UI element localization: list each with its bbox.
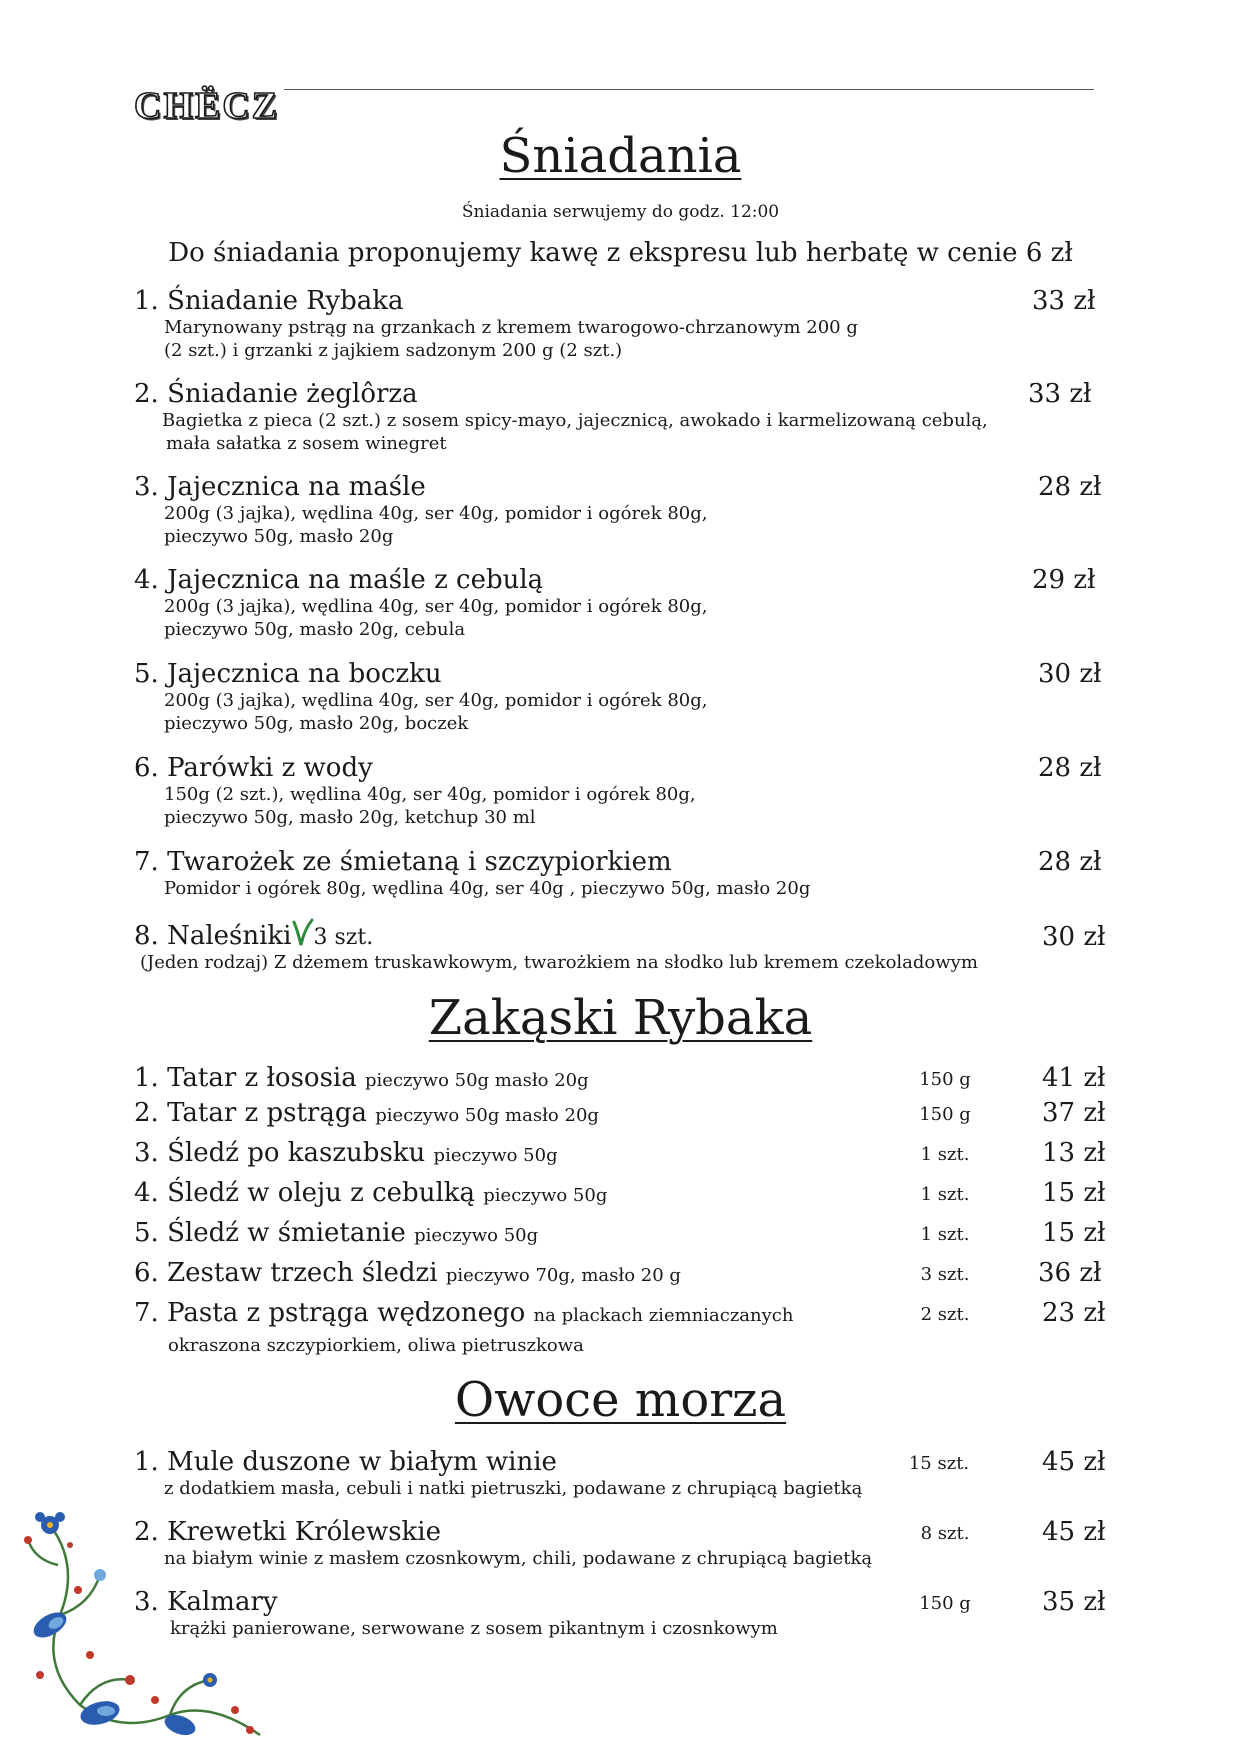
item-qty: 1 szt.: [920, 1184, 970, 1205]
item-desc: pieczywo 50g, masło 20g, ketchup 30 ml: [164, 807, 536, 828]
item-qty: 8 szt.: [920, 1523, 970, 1544]
item-desc: 150g (2 szt.), wędlina 40g, ser 40g, pomidor i ogórek 80g,: [164, 784, 696, 805]
item-desc: 200g (3 jajka), wędlina 40g, ser 40g, pomidor i ogórek 80g,: [164, 503, 708, 524]
vegetarian-leaf-icon: [292, 918, 314, 948]
breakfast-coffee-note: Do śniadania proponujemy kawę z ekspresu lub herbatę w cenie 6 zł: [168, 238, 1073, 268]
item-name: 7. Pasta z pstrąga wędzonego: [134, 1298, 526, 1328]
menu-item: [134, 379, 1114, 455]
item-desc: Bagietka z pieca (2 szt.) z sosem spicy-mayo, jajecznicą, awokado i karmelizowaną cebulą,: [162, 410, 988, 431]
section-title-seafood: Owoce morza: [454, 1372, 787, 1428]
item-name: 2. Krewetki Królewskie: [134, 1517, 441, 1547]
item-desc: Marynowany pstrąg na grzankach z kremem twarogowo-chrzanowym 200 g: [164, 317, 858, 338]
item-price: 37 zł: [1042, 1098, 1106, 1128]
item-desc: krążki panierowane, serwowane z sosem pikantnym i czosnkowym: [170, 1618, 778, 1639]
menu-item: [134, 847, 1114, 900]
logo: CHËCZ: [134, 85, 280, 127]
section-title-starters: Zakąski Rybaka: [428, 990, 813, 1046]
item-name: 3. Kalmary: [134, 1587, 278, 1617]
menu-item: [134, 1298, 1114, 1357]
item-qty: 150 g: [919, 1593, 971, 1614]
item-sub: pieczywo 50g masło 20g: [365, 1070, 589, 1091]
item-price: 28 zł: [1038, 847, 1102, 877]
menu-item: [134, 659, 1114, 735]
menu-item: [134, 1138, 1114, 1168]
menu-item: [134, 1063, 1114, 1093]
menu-item: [134, 1098, 1114, 1128]
menu-item: [134, 1258, 1114, 1288]
item-name: 2. Tatar z pstrąga: [134, 1098, 368, 1128]
item-price: 13 zł: [1042, 1138, 1106, 1168]
item-price: 28 zł: [1038, 472, 1102, 502]
item-desc: pieczywo 50g, masło 20g, boczek: [164, 713, 469, 734]
item-price: 45 zł: [1042, 1517, 1106, 1547]
section-title-breakfast: Śniadania: [499, 128, 742, 184]
item-qty: 3 szt.: [920, 1264, 970, 1285]
item-price: 30 zł: [1038, 659, 1102, 689]
item-price: 33 zł: [1032, 286, 1096, 316]
item-price: 33 zł: [1028, 379, 1092, 409]
item-name: 7. Twarożek ze śmietaną i szczypiorkiem: [134, 847, 672, 877]
item-sub: pieczywo 50g masło 20g: [375, 1105, 599, 1126]
menu-item: [134, 1218, 1114, 1248]
menu-item: [134, 472, 1114, 548]
item-qty: 2 szt.: [920, 1304, 970, 1325]
item-name: 2. Śniadanie żeglôrza: [134, 379, 418, 409]
item-price: 15 zł: [1042, 1178, 1106, 1208]
menu-item: [134, 753, 1114, 829]
item-qty: 150 g: [919, 1069, 971, 1090]
item-name: 5. Śledź w śmietanie: [134, 1218, 406, 1248]
item-sub: pieczywo 70g, masło 20 g: [445, 1265, 681, 1286]
item-desc: 200g (3 jajka), wędlina 40g, ser 40g, pomidor i ogórek 80g,: [164, 690, 708, 711]
item-sub: pieczywo 50g: [433, 1145, 558, 1166]
item-desc: mała sałatka z sosem winegret: [166, 433, 447, 454]
item-desc: okraszona szczypiorkiem, oliwa pietruszkowa: [168, 1335, 584, 1356]
item-desc: pieczywo 50g, masło 20g: [164, 526, 394, 547]
item-price: 29 zł: [1032, 565, 1096, 595]
item-name: 4. Śledź w oleju z cebulką: [134, 1178, 476, 1208]
item-price: 35 zł: [1042, 1587, 1106, 1617]
menu-item: [134, 1517, 1114, 1570]
menu-item: [134, 918, 1114, 974]
menu-item: [134, 286, 1114, 362]
item-price: 30 zł: [1042, 922, 1106, 952]
item-name: 3. Jajecznica na maśle: [134, 472, 426, 502]
floral-ornament-icon: [20, 1505, 280, 1745]
item-desc: Pomidor i ogórek 80g, wędlina 40g, ser 40g , pieczywo 50g, masło 20g: [164, 878, 811, 899]
item-qty: 150 g: [919, 1104, 971, 1125]
item-desc: pieczywo 50g, masło 20g, cebula: [164, 619, 466, 640]
menu-item: [134, 1178, 1114, 1208]
item-name: 1. Mule duszone w białym winie: [134, 1447, 557, 1477]
header-rule: [284, 89, 1094, 90]
item-name: 8. Naleśniki: [134, 921, 292, 951]
item-qty: 3 szt.: [313, 925, 374, 950]
menu-item: [134, 1587, 1114, 1640]
breakfast-hours-note: Śniadania serwujemy do godz. 12:00: [461, 202, 780, 222]
item-price: 45 zł: [1042, 1447, 1106, 1477]
menu-item: [134, 1447, 1114, 1500]
item-price: 23 zł: [1042, 1298, 1106, 1328]
item-name: 1. Śniadanie Rybaka: [134, 286, 404, 316]
item-name: 3. Śledź po kaszubsku: [134, 1138, 426, 1168]
item-price: 28 zł: [1038, 753, 1102, 783]
menu-item: [134, 565, 1114, 641]
item-sub: pieczywo 50g: [414, 1225, 539, 1246]
item-price: 15 zł: [1042, 1218, 1106, 1248]
item-qty: 1 szt.: [920, 1224, 970, 1245]
item-desc: z dodatkiem masła, cebuli i natki pietruszki, podawane z chrupiącą bagietką: [164, 1478, 863, 1499]
item-sub: pieczywo 50g: [483, 1185, 608, 1206]
item-desc: (Jeden rodzaj) Z dżemem truskawkowym, twarożkiem na słodko lub kremem czekoladowym: [140, 952, 978, 973]
item-name: 6. Zestaw trzech śledzi: [134, 1258, 438, 1288]
item-qty: 1 szt.: [920, 1144, 970, 1165]
item-desc: 200g (3 jajka), wędlina 40g, ser 40g, pomidor i ogórek 80g,: [164, 596, 708, 617]
item-sub: na plackach ziemniaczanych: [533, 1305, 794, 1326]
item-desc: na białym winie z masłem czosnkowym, chili, podawane z chrupiącą bagietką: [164, 1548, 873, 1569]
item-name: 6. Parówki z wody: [134, 753, 373, 783]
item-name: 5. Jajecznica na boczku: [134, 659, 442, 689]
item-name: 1. Tatar z łososia: [134, 1063, 357, 1093]
item-name: 4. Jajecznica na maśle z cebulą: [134, 565, 544, 595]
item-price: 36 zł: [1038, 1258, 1102, 1288]
item-price: 41 zł: [1042, 1063, 1106, 1093]
item-qty: 15 szt.: [908, 1453, 970, 1474]
item-desc: (2 szt.) i grzanki z jajkiem sadzonym 200 g (2 szt.): [164, 340, 623, 361]
